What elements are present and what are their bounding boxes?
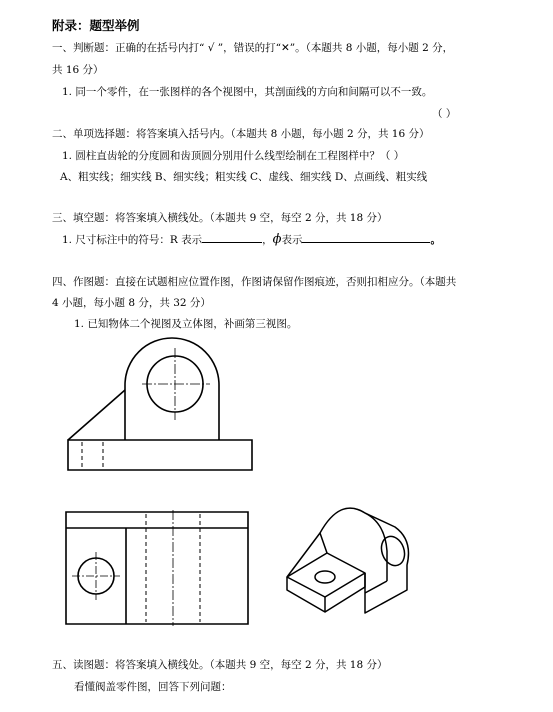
blank-r-meaning[interactable] (202, 232, 262, 243)
front-view-drawing (60, 330, 250, 480)
q1-end: 。 (430, 234, 441, 246)
section2-options: A、粗实线；细实线 B、细实线；粗实线 C、虚线、细实线 D、点画线、粗实线 (60, 171, 428, 183)
section1-heading-line1: 一、判断题：正确的在括号内打“ √ ”，错误的打“✕”。（本题共 8 小题，每小题 2 分， (52, 42, 454, 54)
top-view-drawing (64, 510, 250, 626)
upright-hole (378, 533, 409, 569)
q1-comma: ， (262, 234, 273, 246)
base-top-face (287, 553, 365, 597)
section1-answer-paren[interactable]: （ ） (432, 108, 457, 120)
phi-symbol: ϕ (272, 232, 282, 247)
upright-inner-edge (365, 513, 387, 581)
appendix-title: 附录：题型举例 (52, 18, 140, 33)
section2-question1: 1. 圆柱直齿轮的分度圆和齿顶圆分别用什么线型绘制在工程图样中？（ ） (62, 150, 405, 162)
section3-heading: 三、填空题：将答案填入横线处。（本题共 9 空，每空 2 分，共 18 分） (52, 212, 388, 224)
q1-prefix: 1. 尺寸标注中的符号：R 表示 (62, 234, 203, 246)
section5-instruction: 看懂阀盖零件图，回答下列问题： (74, 681, 232, 693)
section4-heading-line2: 4 小题，每小题 8 分，共 32 分） (52, 297, 211, 309)
section3-question1 (62, 232, 441, 247)
upright-bottom-edge (365, 581, 387, 593)
section4-heading-line1: 四、作图题：直接在试题相应位置作图，作图请保留作图痕迹，否则扣相应分。（本题共 (52, 276, 457, 288)
section1-question1: 1. 同一个零件，在一张图样的各个视图中，其剖面线的方向和间隔可以不一致。 (62, 86, 433, 98)
blank-phi-meaning[interactable] (302, 232, 430, 243)
rib-face (287, 533, 327, 577)
section1-heading-line2: 共 16 分） (52, 64, 104, 76)
section5-heading: 五、读图题：将答案填入横线处。（本题共 9 空，每空 2 分，共 18 分） (52, 659, 388, 671)
isometric-drawing (285, 495, 425, 620)
base-right-face (325, 573, 365, 612)
section4-question1: 1. 已知物体二个视图及立体图，补画第三视图。 (74, 318, 298, 330)
q1-mid: 表示 (281, 234, 303, 246)
base-rect (68, 440, 252, 470)
base-hole (315, 571, 335, 583)
section2-heading: 二、单项选择题：将答案填入括号内。（本题共 8 小题，每小题 2 分，共 16 分） (52, 128, 430, 140)
rib-edge (68, 390, 125, 440)
upright-outline (125, 338, 219, 440)
upright-block (320, 508, 409, 613)
